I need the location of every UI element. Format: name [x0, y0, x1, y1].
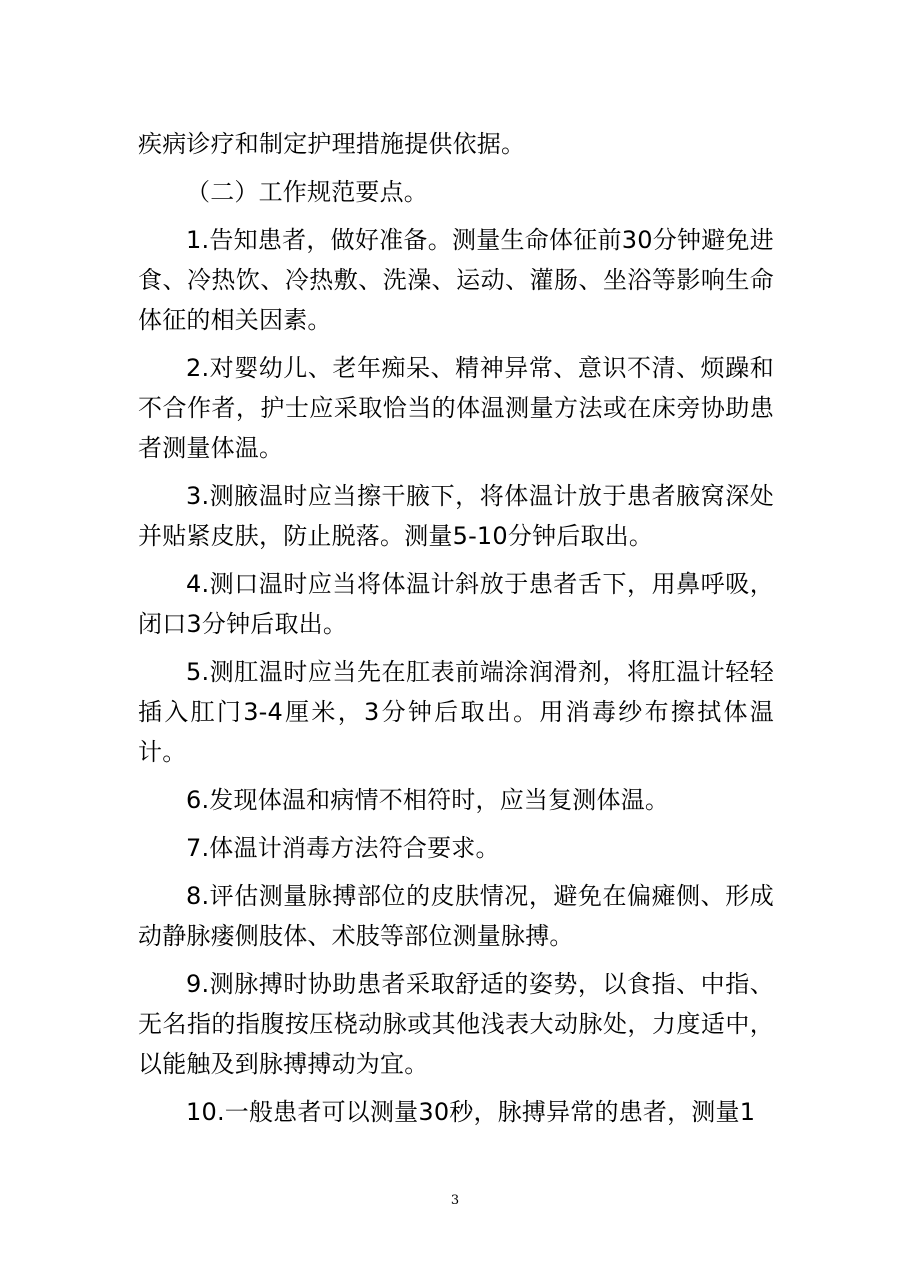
paragraph-item-5: 5.测肛温时应当先在肛表前端涂润滑剂，将肛温计轻轻插入肛门3-4厘米，3分钟后取出。用消毒纱布擦拭体温计。 — [138, 658, 774, 766]
paragraph-item-8: 8.评估测量脉搏部位的皮肤情况，避免在偏瘫侧、形成动静脉瘘侧肢体、术肢等部位测量脉搏。 — [138, 882, 774, 950]
document-body — [138, 124, 774, 1132]
paragraph-item-7: 7.体温计消毒方法符合要求。 — [186, 834, 500, 862]
paragraph-item-6: 6.发现体温和病情不相符时，应当复测体温。 — [186, 786, 670, 814]
paragraph-continuation: 疾病诊疗和制定护理措施提供依据。 — [138, 130, 526, 158]
paragraph-item-3: 3.测腋温时应当擦干腋下，将体温计放于患者腋窝深处并贴紧皮肤，防止脱落。测量5-10分钟后取出。 — [138, 482, 774, 550]
paragraph-item-1: 1.告知患者，做好准备。测量生命体征前30分钟避免进食、冷热饮、冷热敷、洗澡、运动、灌肠、坐浴等影响生命体征的相关因素。 — [138, 226, 774, 334]
section-heading: （二）工作规范要点。 — [186, 178, 428, 206]
paragraph-item-10: 10.一般患者可以测量30秒，脉搏异常的患者，测量1 — [186, 1098, 756, 1126]
paragraph-item-2: 2.对婴幼儿、老年痴呆、精神异常、意识不清、烦躁和不合作者，护士应采取恰当的体温测量方法或在床旁协助患者测量体温。 — [138, 354, 774, 462]
page-number: 3 — [450, 1193, 460, 1208]
paragraph-item-9: 9.测脉搏时协助患者采取舒适的姿势，以食指、中指、无名指的指腹按压桡动脉或其他浅表大动脉处，力度适中，以能触及到脉搏搏动为宜。 — [138, 970, 774, 1078]
paragraph-item-4: 4.测口温时应当将体温计斜放于患者舌下，用鼻呼吸，闭口3分钟后取出。 — [138, 570, 774, 638]
